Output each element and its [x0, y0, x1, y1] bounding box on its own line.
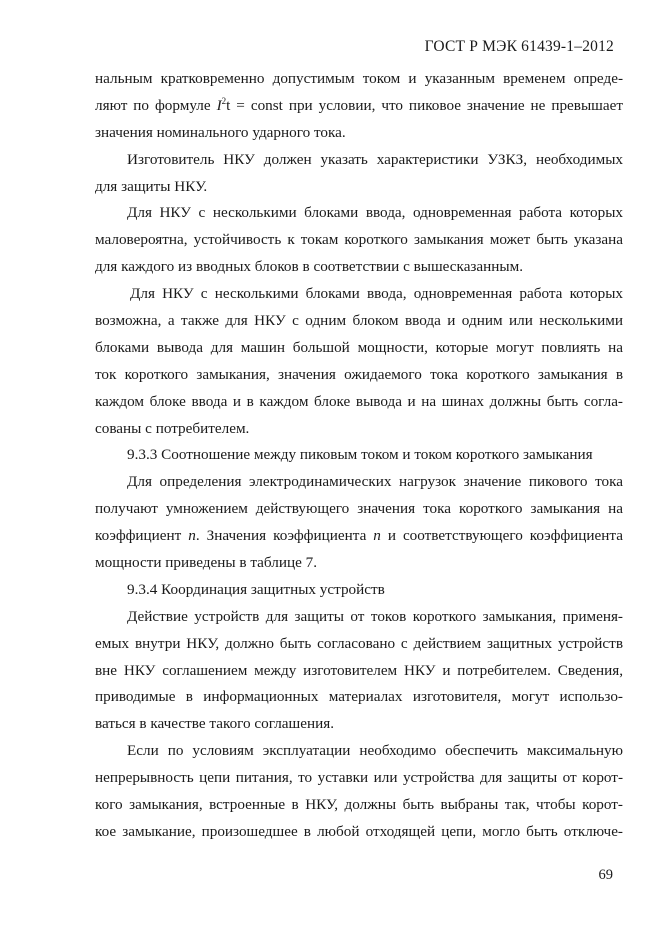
text-line: ток короткого замыкания, значения ожидаемого тока короткого замыкания в — [95, 365, 623, 383]
paragraph — [95, 147, 623, 201]
paragraph — [95, 604, 623, 738]
text-line: 9.3.4 Координация защитных устройств — [127, 580, 385, 598]
page-body — [95, 66, 623, 846]
coefficient-symbol: n — [188, 527, 196, 545]
text-line: каждом блоке ввода и в каждом блоке вывода и на шинах должны быть согла- — [95, 392, 623, 410]
text-line: Изготовитель НКУ должен указать характеристики УЗКЗ, необходимых — [127, 150, 623, 168]
text-line: Для НКУ с несколькими блоками ввода, одновременная работа которых — [127, 204, 623, 222]
paragraph — [95, 281, 623, 442]
paragraph — [95, 469, 623, 577]
document-header: ГОСТ Р МЭК 61439-1–2012 — [424, 38, 614, 55]
section-heading-9-3-3 — [95, 442, 623, 469]
text-line: значения номинального ударного тока. — [95, 123, 346, 141]
text-line: непрерывность цепи питания, то уставки или устройства для защиты от корот- — [95, 769, 623, 787]
text-line: Действие устройств для защиты от токов короткого замыкания, применя- — [127, 607, 623, 625]
text-line: кого замыкания, встроенные в НКУ, должны быть выбраны так, чтобы корот- — [95, 796, 623, 814]
text-line: сованы с потребителем. — [95, 419, 250, 437]
exponent: 2 — [221, 95, 227, 106]
text-line: Для определения электродинамических нагрузок значение пикового тока — [127, 473, 623, 491]
current-symbol: I — [216, 96, 222, 114]
text-line: нальным кратковременно допустимым током и указанным временем опреде- — [95, 70, 623, 87]
coefficient-symbol: n — [373, 527, 381, 545]
text-line: кое замыкание, произошедшее в любой отходящей цепи, могло быть отключе- — [95, 822, 623, 840]
text-fragment: . Значения коэффициента — [195, 527, 374, 545]
text-line: вне НКУ соглашением между изготовителем НКУ и потребителем. Сведения, — [95, 661, 623, 679]
text-line: мощности приведены в таблице 7. — [95, 554, 318, 572]
text-line: Если по условиям эксплуатации необходимо обеспечить максимальную — [127, 742, 623, 760]
text-line: Для НКУ с несколькими блоками ввода, одновременная работа которых — [130, 285, 623, 303]
page-number: 69 — [598, 867, 613, 883]
text-line: ваться в качестве такого соглашения. — [95, 715, 335, 733]
text-fragment: и соответствующего коэффициента — [380, 527, 623, 545]
text-line: 9.3.3 Соотношение между пиковым током и током короткого замыкания — [127, 446, 593, 464]
text-line: возможна, а также для НКУ с одним блоком ввода и одним или несколькими — [95, 312, 623, 330]
paragraph-continuation — [95, 66, 623, 147]
formula-line — [95, 93, 623, 120]
text-line: емых внутри НКУ, должно быть согласовано с действием защитных устройств — [95, 634, 623, 652]
text-line: приводимые в информационных материалах изготовителя, могут использо- — [95, 688, 623, 706]
coefficient-line — [95, 523, 623, 550]
text-line: маловероятна, устойчивость к токам короткого замыкания может быть указана — [95, 231, 623, 249]
text-line: для каждого из вводных блоков в соответствии с вышесказанным. — [95, 258, 524, 276]
text-fragment: коэффициент — [95, 527, 189, 545]
paragraph — [95, 200, 623, 281]
text-fragment: ляют по формуле — [95, 96, 217, 114]
section-heading-9-3-4 — [95, 577, 623, 604]
text-line: получают умножением действующего значения тока короткого замыкания на — [95, 500, 623, 518]
text-line: блоками вывода для машин большой мощности, которые могут повлиять на — [95, 338, 623, 356]
text-fragment: t = const при условии, что пиковое значение не превышает — [226, 96, 623, 114]
paragraph — [95, 738, 623, 846]
text-line: для защиты НКУ. — [95, 177, 208, 195]
